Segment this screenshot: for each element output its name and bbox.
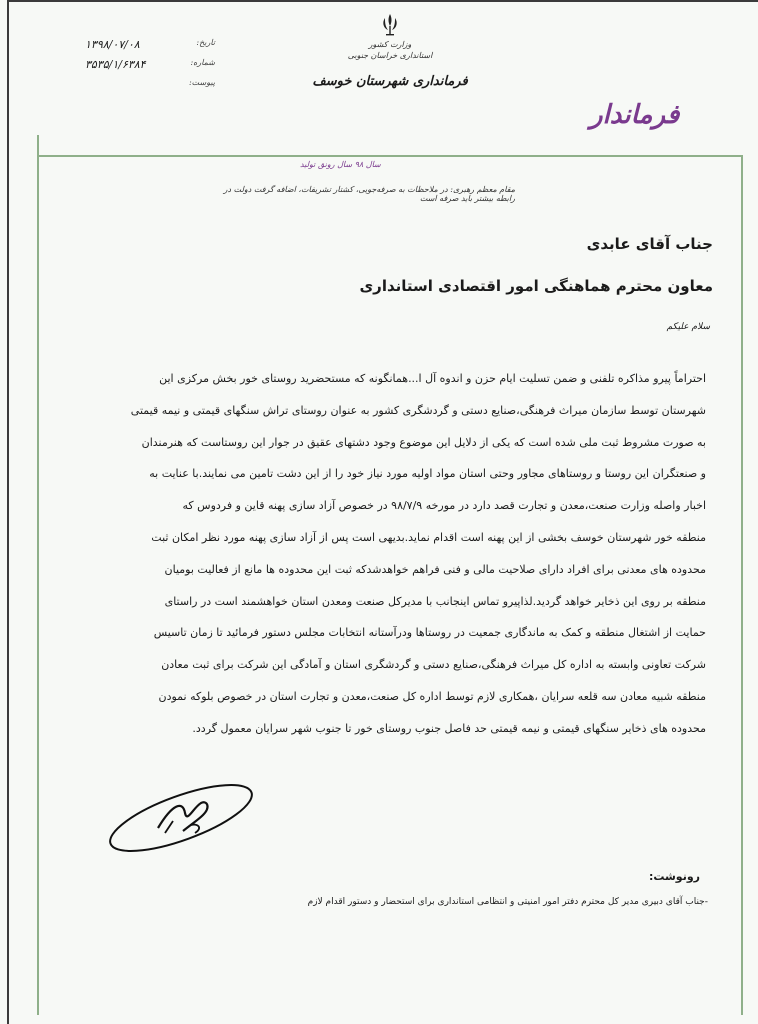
cc-recipient: -جناب آقای دبیری مدیر کل محترم دفتر امور امنیتی و انتظامی استانداری برای استحضار و دستور اقدام لازم [307,897,708,907]
date-label: تاریخ: [196,38,215,47]
letter-number: ۳۵۳۵/۱/۶۳۸۴ [85,58,146,71]
greeting: سلام علیکم [666,322,710,332]
body-line: و صنعتگران این روستا و روستاهای مجاور وحتی استان مواد اولیه مورد نیاز خود را از این دشت تامین می نمایند.با عنایت به [149,467,706,481]
year-slogan: سال ۹۸ سال رونق تولید [300,160,381,169]
ministry-name: وزارت کشور [368,40,412,49]
body-line: محدوده های معدنی برای افراد دارای صلاحیت مالی و فنی فراهم خواهدشدکه ثبت این محدوده ها مانع از فعالیت بومیان [164,562,706,576]
province-name: استانداری خراسان جنوبی [347,51,433,60]
attachment-label: پیوست: [188,78,215,87]
body-line: منطقه شبیه معادن سه قلعه سرایان ،همکاری لازم توسط اداره کل صنعت،معدن و تجارت استان در خصوص بلوکه نمودن [158,689,706,703]
frame-line-top [37,155,742,157]
top-border [7,0,758,2]
iran-emblem-icon [379,12,401,38]
leader-motto: مقام معظم رهبری: در ملاحظات به صرفه‌جویی، کشتار تشریفات، اضافه گرفت دولت در رابطه بیشتر باید صرفه است [223,185,515,203]
body-line: اخبار واصله وزارت صنعت،معدن و تجارت قصد دارد در مورخه ۹۸/۷/۹ در خصوص آزاد سازی پهنه قاین و فردوس که [182,499,706,513]
number-label: شماره: [190,58,215,67]
number-row [85,58,215,71]
governor-title: فرماندار [590,100,680,130]
body-line: منطقه خور شهرستان خوسف بخشی از این پهنه است اقدام نماید.بدیهی است پس از آزاد سازی پهنه مورد نظر امکان ثبت [151,530,706,544]
office-name: فرمانداری شهرستان خوسف [312,74,468,89]
letter-meta [85,38,215,94]
left-border [7,0,9,1024]
body-line: احتراماً پیرو مذاکره تلفنی و ضمن تسلیت ایام حزن و اندوه آل ا...همانگونه که مستحضرید روستای خور بخش مرکزی این [159,372,706,385]
frame-line-right [741,155,743,1015]
letter-date: ۱۳۹۸/۰۷/۰۸ [85,38,140,51]
letter-body [88,363,706,745]
body-line: محدوده های ذخایر سنگهای قیمتی و نیمه قیمتی حد فاصل جنوب روستای خور تا جنوب شهر سرایان معمول گردد. [192,721,706,735]
body-line: شهرستان توسط سازمان میراث فرهنگی،صنایع دستی و گردشگری کشور به عنوان روستای تراش سنگهای قیمتی و نیمه قیمتی [130,403,706,417]
body-line: شرکت تعاونی وابسته به اداره کل میراث فرهنگی،صنایع دستی و گردشگری استان و آمادگی این شرکت برای ثبت معادن [161,658,706,672]
body-line: حمایت از اشتغال منطقه و کمک به ماندگاری جمعیت در روستاها ودرآستانه انتخابات مجلس دستور فرمائید تا زمان تاسیس [153,626,706,640]
date-row [85,38,215,51]
addressee-name: جناب آقای عابدی [586,235,713,253]
frame-line-left [37,135,39,1015]
signature-mark [103,773,263,863]
body-line: منطقه بر روی این ذخایر خواهد گردید.لذاپیرو تماس اینجانب با مدیرکل صنعت ومعدن استان خواهشمند است در راستای [164,594,706,608]
body-line: به صورت مشروط ثبت ملی شده است که یکی از دلایل این موضوع وجود دشتهای عقیق در جوار این روستاست که هنرمندان [141,435,706,449]
addressee-title: معاون محترم هماهنگی امور اقتصادی استانداری [359,277,713,295]
letterhead [310,12,470,89]
attachment-row [85,78,215,87]
cc-label: رونوشت: [648,870,700,883]
